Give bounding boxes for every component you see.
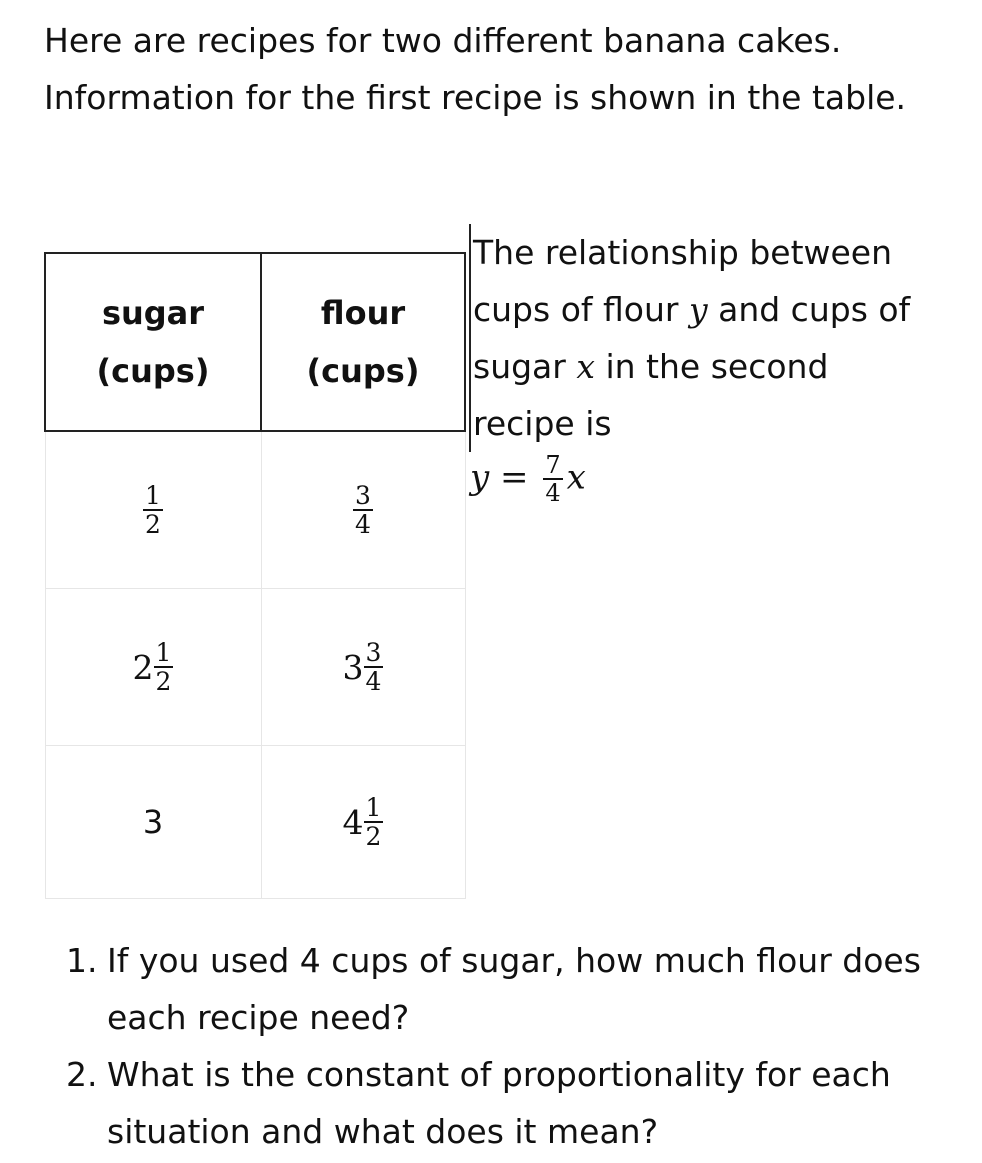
header-flour: flour (cups) (261, 253, 465, 431)
cell-flour: 3 $\frac{3}{4}$ (261, 589, 465, 746)
equation: y = $\frac{7}{4}$ x (470, 451, 586, 508)
relationship-text: The relationship between cups of flour y and cups of sugar x in the second recipe is (469, 224, 933, 452)
cell-sugar: 3 (45, 746, 261, 899)
table-row (45, 431, 465, 589)
fraction: $\frac{1}{2}$ (155, 637, 172, 696)
recipe-table (44, 252, 466, 899)
list-item: 2. What is the constant of proportionality for each situation and what does it mean? (66, 1055, 891, 1151)
table-row (45, 746, 465, 899)
list-item: 1. If you used 4 cups of sugar, how much flour does each recipe need? (66, 941, 921, 1037)
cell-sugar (45, 431, 261, 589)
fraction: $\frac{3}{4}$ (365, 637, 382, 696)
question-list (66, 932, 926, 1160)
fraction: $\frac{1}{2}$ (365, 792, 382, 851)
variable-y: y (688, 290, 708, 329)
table-header-row (45, 253, 465, 431)
fraction: $\frac{1}{2}$ (145, 480, 161, 539)
cell-flour: 4 $\frac{1}{2}$ (261, 746, 465, 899)
cell-sugar: 2 $\frac{1}{2}$ (45, 589, 261, 746)
header-sugar: sugar (cups) (45, 253, 261, 431)
fraction: $\frac{3}{4}$ (355, 480, 371, 539)
intro-paragraph: Here are recipes for two different banana cakes. Information for the first recipe is shown in the table. (44, 21, 907, 117)
variable-x: x (576, 347, 595, 386)
fraction: $\frac{7}{4}$ (545, 451, 561, 508)
cell-flour (261, 431, 465, 589)
table-row (45, 589, 465, 746)
